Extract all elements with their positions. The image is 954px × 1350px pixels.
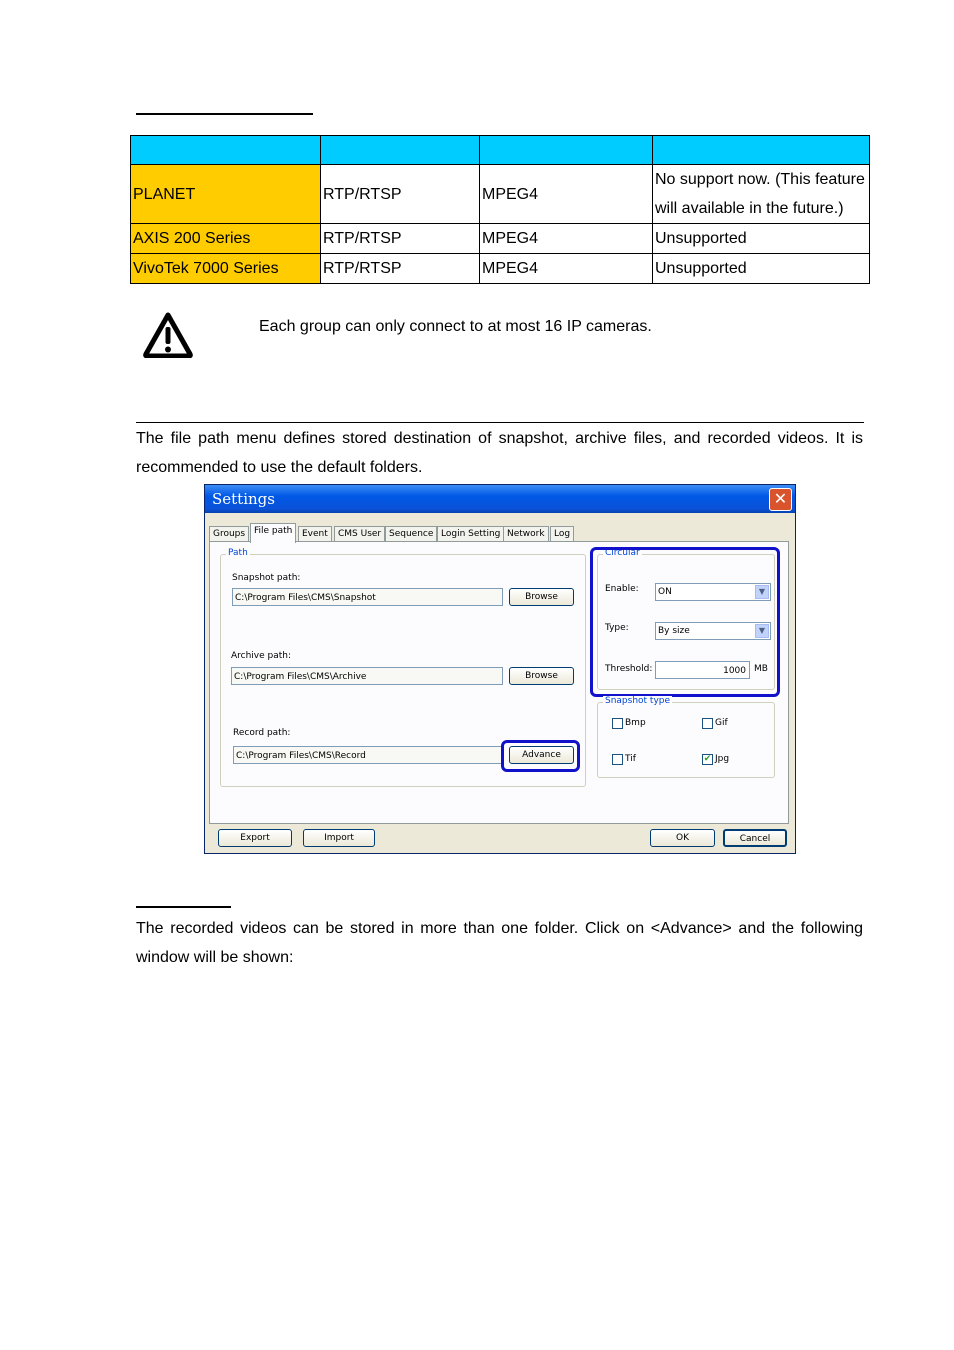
threshold-label: Threshold: [605, 664, 653, 674]
table-header-row [131, 136, 870, 165]
circular-group-legend: Circular [605, 548, 640, 558]
codec-cell: MPEG4 [480, 224, 653, 254]
import-button[interactable]: Import [303, 829, 375, 847]
brand-cell: AXIS 200 Series [131, 224, 321, 254]
warning-text: Each group can only connect to at most 16 IP cameras. [259, 318, 652, 335]
gif-checkbox[interactable] [702, 718, 713, 729]
header-cell [653, 136, 870, 165]
export-button[interactable]: Export [218, 829, 292, 847]
status-cell: No support now. (This feature will available in the future.) [653, 165, 870, 224]
snapshot-type-legend: Snapshot type [605, 696, 671, 706]
dialog-title: Settings [212, 490, 275, 508]
bmp-label: Bmp [625, 718, 646, 728]
status-cell: Unsupported [653, 224, 870, 254]
protocol-cell: RTP/RTSP [321, 224, 480, 254]
threshold-input[interactable]: 1000 [655, 661, 750, 679]
archive-path-label: Archive path: [231, 651, 292, 661]
tif-checkbox[interactable] [612, 754, 623, 765]
protocol-cell: RTP/RTSP [321, 254, 480, 284]
header-cell [480, 136, 653, 165]
enable-label: Enable: [605, 584, 639, 594]
type-label: Type: [605, 623, 629, 633]
record-path-label: Record path: [233, 728, 291, 738]
table-row [131, 165, 870, 224]
advance-highlight [501, 740, 580, 772]
tif-label: Tif [625, 754, 636, 764]
checkmark-icon: ✔ [703, 754, 712, 764]
tab-cms-user[interactable]: CMS User [334, 526, 385, 542]
heading-underline-1 [136, 113, 313, 115]
path-group-legend: Path [228, 548, 248, 558]
tab-file-path[interactable]: File path [250, 523, 296, 543]
jpg-label: Jpg [715, 754, 730, 764]
gif-label: Gif [715, 718, 728, 728]
section-divider [136, 422, 864, 423]
threshold-unit: MB [754, 664, 768, 674]
close-button[interactable] [769, 488, 792, 511]
tab-groups[interactable]: Groups [209, 526, 249, 542]
ip-camera-compatibility-table [130, 135, 870, 284]
tab-sequence[interactable]: Sequence [385, 526, 437, 542]
codec-cell: MPEG4 [480, 165, 653, 224]
file-path-panel [209, 541, 789, 824]
cancel-button[interactable]: Cancel [723, 829, 787, 847]
brand-cell: VivoTek 7000 Series [131, 254, 321, 284]
header-cell [131, 136, 321, 165]
snapshot-browse-button[interactable]: Browse [509, 588, 574, 606]
tab-event[interactable]: Event [298, 526, 332, 542]
archive-path-input[interactable]: C:\Program Files\CMS\Archive [231, 667, 503, 685]
tab-login-setting[interactable]: Login Setting [437, 526, 504, 542]
snapshot-path-label: Snapshot path: [232, 573, 301, 583]
dialog-titlebar [205, 485, 795, 513]
ok-button[interactable]: OK [650, 829, 715, 847]
record-path-input[interactable]: C:\Program Files\CMS\Record [233, 746, 503, 764]
advance-button[interactable]: Advance [509, 746, 574, 764]
close-icon: ✕ [773, 489, 788, 508]
chevron-down-icon: ▼ [755, 624, 769, 638]
type-select-value: By size [658, 626, 690, 636]
tab-log[interactable]: Log [550, 526, 574, 542]
codec-cell: MPEG4 [480, 254, 653, 284]
circular-highlight [590, 547, 780, 697]
warning-icon [143, 312, 193, 358]
status-cell: Unsupported [653, 254, 870, 284]
brand-cell: PLANET [131, 165, 321, 224]
table-row [131, 224, 870, 254]
tab-network[interactable]: Network [503, 526, 549, 542]
settings-dialog [204, 484, 796, 854]
snapshot-type-group [597, 696, 775, 778]
intro-paragraph: The file path menu defines stored destination of snapshot, archive files, and recorded videos. It is recommended to use the default folders. [136, 430, 863, 476]
protocol-cell: RTP/RTSP [321, 165, 480, 224]
archive-browse-button[interactable]: Browse [509, 667, 574, 685]
jpg-checkbox[interactable] [702, 754, 713, 765]
heading-underline-2 [136, 906, 231, 908]
table-row [131, 254, 870, 284]
chevron-down-icon: ▼ [755, 585, 769, 599]
header-cell [321, 136, 480, 165]
enable-select-value: ON [658, 587, 672, 597]
bmp-checkbox[interactable] [612, 718, 623, 729]
snapshot-path-input[interactable]: C:\Program Files\CMS\Snapshot [232, 588, 503, 606]
record-paragraph: The recorded videos can be stored in more than one folder. Click on <Advance> and the following window will be shown: [136, 920, 863, 966]
